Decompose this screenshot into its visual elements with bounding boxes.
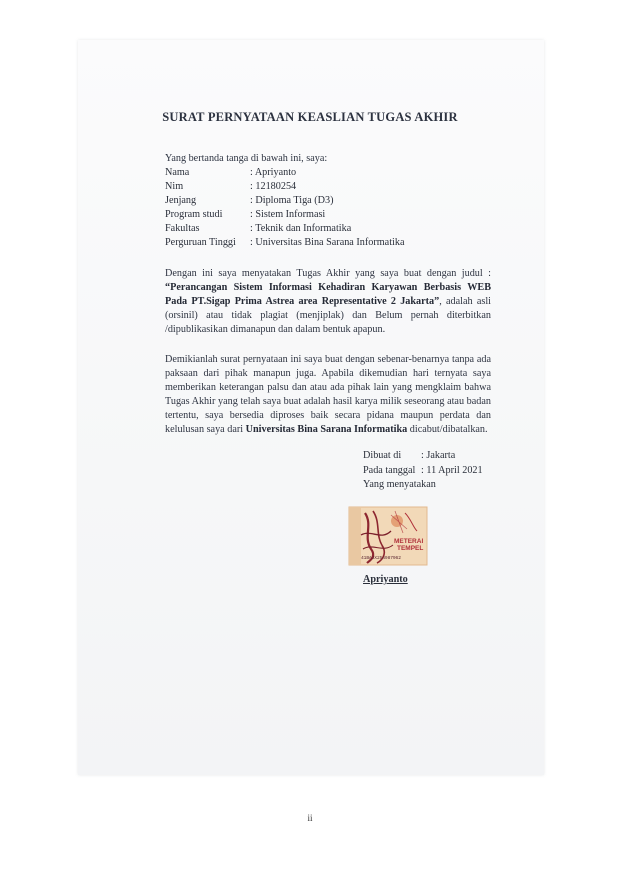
field-row-jenjang: [165, 194, 404, 208]
field-value: : Sistem Informasi: [250, 209, 326, 220]
place-value: : Jakarta: [421, 450, 456, 461]
field-row-nim: [165, 180, 404, 194]
signature-block: [363, 449, 483, 493]
statement-tail: , adalah asli (orsinil) atau tidak plagiat (menjiplak) dan Belum pernah diterbitkan /dipublikasikan dimanapun dan dalam bentuk apapun.: [165, 296, 492, 335]
declaration-tail: dicabut/dibatalkan.: [407, 424, 488, 435]
field-label: Nim: [165, 181, 184, 192]
field-value: : Universitas Bina Sarana Informatika: [250, 237, 405, 248]
date-value: : 11 April 2021: [421, 464, 483, 476]
date-row: [363, 464, 483, 479]
declaration-lead: Demikianlah surat pernyataan ini saya buat dengan sebenar-benarnya tanpa ada paksaan dari pihak manapun juga. Apabila dikemudian hari ternyata saya memberikan keterangan palsu dan atau ada pihak lain yang mengklaim bahwa Tugas Akhir yang telah saya buat adalah hasil karya milik seseorang atau badan tertentu, saya bersedia diproses baik secara pidana maupun perdata dan kelulusan saya dari: [165, 354, 491, 435]
stamp-text-meterai: METERAI: [394, 538, 424, 545]
date-label: Pada tanggal: [363, 464, 416, 476]
field-row-program-studi: [165, 208, 404, 222]
meterai-stamp: [347, 505, 429, 567]
field-value: : Teknik dan Informatika: [250, 223, 352, 234]
field-label: Fakultas: [165, 223, 200, 234]
stamp-serial: 41BAJX254987962: [361, 556, 401, 561]
field-label: Program studi: [165, 209, 223, 220]
stamp-text-tempel: TEMPEL: [397, 545, 424, 552]
statement-lead: Dengan ini saya menyatakan Tugas Akhir yang saya buat dengan judul :: [165, 268, 491, 279]
closing-row: [363, 478, 483, 493]
page-number: ii: [307, 813, 313, 823]
field-label: Nama: [165, 167, 190, 178]
field-value: : Apriyanto: [250, 167, 297, 178]
statement-paragraph: [165, 267, 491, 337]
field-row-fakultas: [165, 222, 404, 236]
document-title: SURAT PERNYATAAN KEASLIAN TUGAS AKHIR: [162, 110, 458, 124]
field-label: Perguruan Tinggi: [165, 237, 236, 248]
field-row-perguruan-tinggi: [165, 236, 404, 250]
identity-fields: [165, 166, 404, 250]
intro-text: Yang bertanda tanga di bawah ini, saya:: [165, 153, 328, 164]
field-label: Jenjang: [165, 195, 197, 206]
field-value: : 12180254: [250, 181, 297, 192]
field-row-nama: [165, 166, 404, 180]
university-name: Universitas Bina Sarana Informatika: [245, 424, 408, 435]
declaration-paragraph: [165, 353, 491, 437]
signer-name: Apriyanto: [363, 574, 408, 585]
thesis-title: “Perancangan Sistem Informasi Kehadiran Karyawan Berbasis WEB Pada PT.Sigap Prima Astrea area Representative 2 Jakarta”: [165, 282, 491, 307]
closing-text: Yang menyatakan: [363, 479, 436, 490]
place-row: [363, 449, 483, 464]
field-value: : Diploma Tiga (D3): [250, 195, 334, 206]
place-label: Dibuat di: [363, 450, 402, 461]
